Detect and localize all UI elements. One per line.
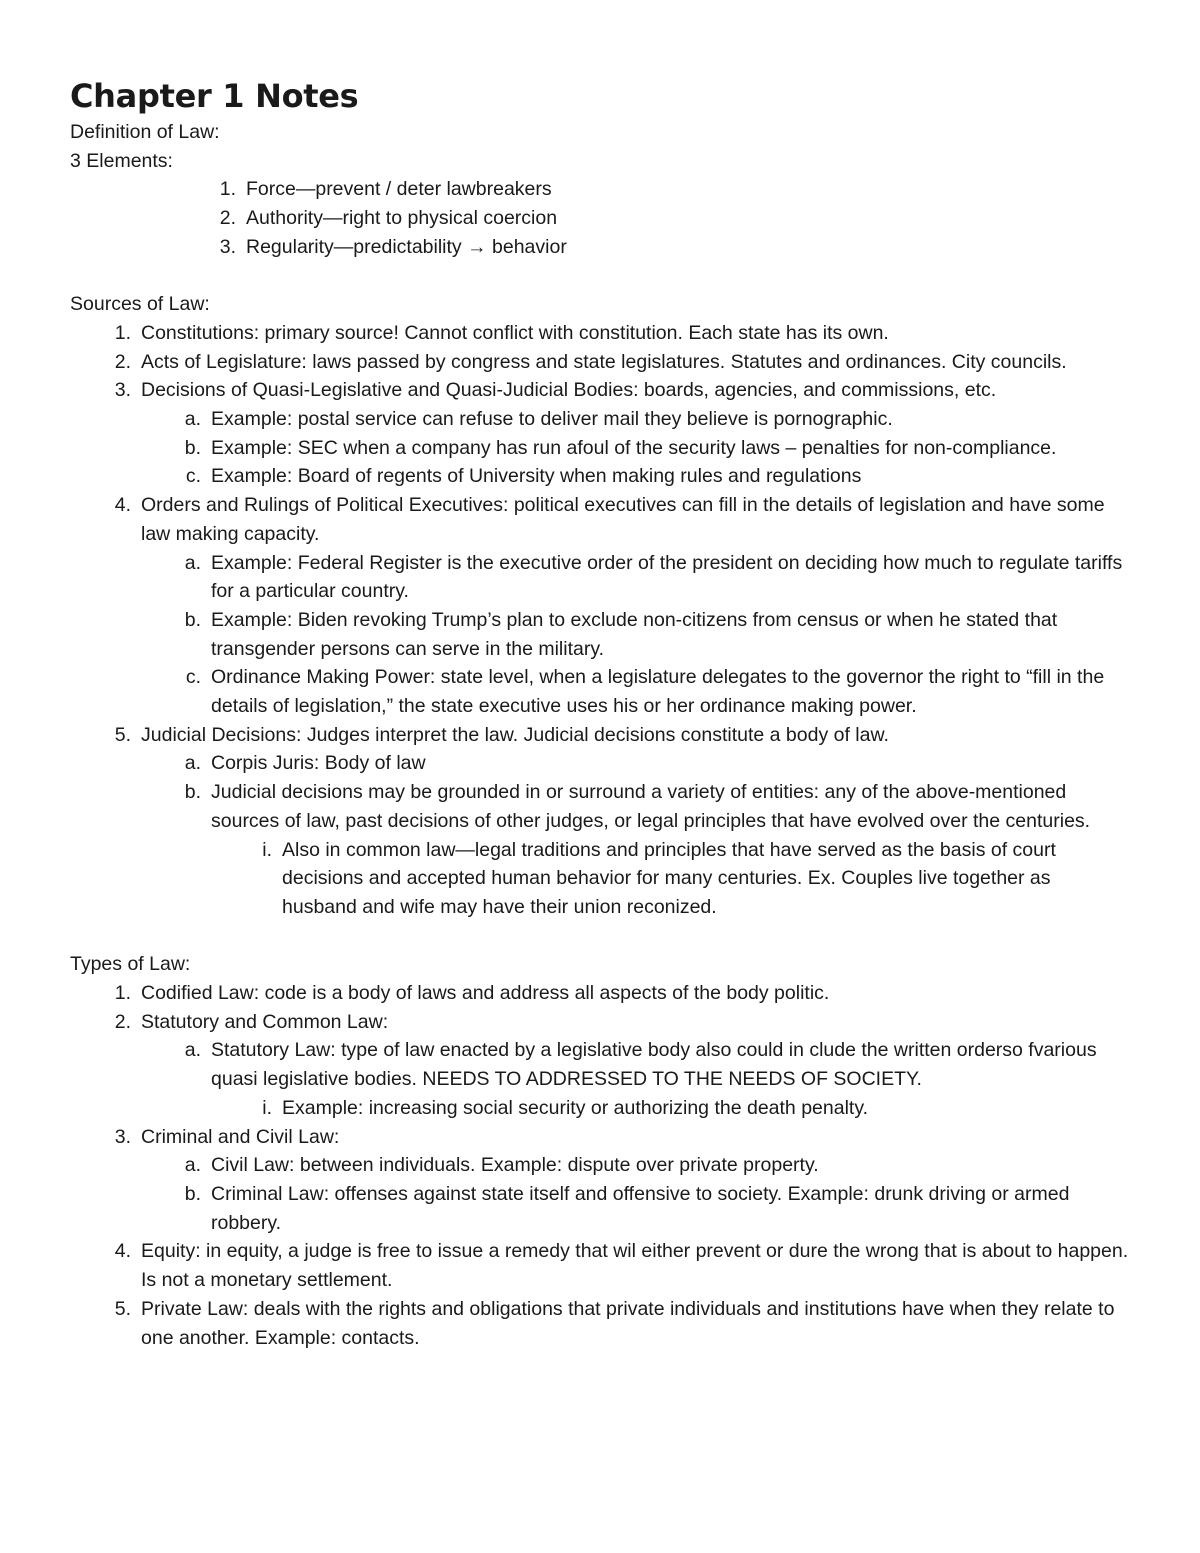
list-roman: i. [262, 1096, 272, 1119]
list-number: 5. [114, 723, 131, 746]
list-number: 3. [114, 1125, 131, 1148]
list-item [70, 1008, 1130, 1037]
list-letter: a. [184, 1039, 201, 1062]
sub-list-item [70, 549, 1130, 606]
list-letter: a. [184, 551, 201, 574]
list-number: 3. [114, 379, 131, 402]
list-text: Criminal and Civil Law: [141, 1125, 340, 1148]
list-number: 4. [114, 494, 131, 517]
list-number: 2. [114, 1010, 131, 1033]
list-number: 2. [114, 350, 131, 373]
list-letter: a. [184, 1154, 201, 1177]
sub-list-item [70, 434, 1130, 463]
list-number: 3. [219, 235, 236, 258]
list-item [70, 1237, 1130, 1294]
list-number: 1. [114, 982, 131, 1005]
sub-sub-list-item [70, 836, 1130, 922]
list-item [70, 319, 1130, 348]
sub-list-item [70, 1151, 1130, 1180]
list-number: 2. [219, 207, 236, 230]
sub-list-item [70, 1036, 1130, 1093]
list-item [70, 1295, 1130, 1352]
list-text: Equity: in equity, a judge is free to issue a remedy that wil either prevent or dure the wrong that is about to happen. Is not a monetary settlement. [141, 1240, 1129, 1292]
list-text: Orders and Rulings of Political Executives: political executives can fill in the details of legislation and have some law making capacity. [141, 494, 1105, 545]
sub-list-item [70, 778, 1130, 835]
list-text: Example: postal service can refuse to deliver mail they believe is pornographic. [211, 408, 893, 431]
sub-list-item [70, 405, 1130, 434]
list-letter: c. [185, 666, 201, 689]
list-item [70, 376, 1130, 405]
list-text: Civil Law: between individuals. Example: dispute over private property. [211, 1154, 819, 1177]
list-item [70, 175, 1130, 204]
list-letter: a. [184, 752, 201, 775]
sub-list-item [70, 606, 1130, 663]
list-text: Judicial decisions may be grounded in or surround a variety of entities: any of the above-mentioned sources of law, past decisions of other judges, or legal principles that have evolved over the centuries. [211, 781, 1091, 832]
list-number: 1. [219, 178, 236, 201]
list-text: Example: Federal Register is the executive order of the president on deciding how much to regulate tariffs for a particular country. [211, 551, 1123, 603]
list-item [70, 721, 1130, 750]
sub-list-item [70, 749, 1130, 778]
list-number: 5. [114, 1297, 131, 1320]
list-text: Private Law: deals with the rights and obligations that private individuals and institutions have when they relate to one another. Example: contacts. [141, 1297, 1115, 1349]
list-text: Decisions of Quasi-Legislative and Quasi-Judicial Bodies: boards, agencies, and commissions, etc. [141, 379, 997, 402]
list-number: 4. [114, 1240, 131, 1263]
list-text: Example: Board of regents of University when making rules and regulations [211, 465, 862, 488]
list-text: Acts of Legislature: laws passed by congress and state legislatures. Statutes and ordinances. City councils. [141, 350, 1067, 373]
notes-document [70, 76, 1130, 1352]
list-item [70, 348, 1130, 377]
sub-list-item [70, 462, 1130, 491]
list-letter: c. [185, 465, 201, 488]
list-text: Force—prevent / deter lawbreakers [246, 178, 552, 201]
list-text: Constitutions: primary source! Cannot conflict with constitution. Each state has its own. [141, 321, 889, 344]
list-text: Example: SEC when a company has run afoul of the security laws – penalties for non-compliance. [211, 436, 1057, 459]
list-item [70, 491, 1130, 548]
list-text: Criminal Law: offenses against state itself and offensive to society. Example: drunk driving or armed robbery. [211, 1182, 1070, 1234]
types-section [70, 950, 1130, 1352]
page-title: Chapter 1 Notes [70, 77, 359, 115]
list-item [70, 233, 1130, 262]
list-letter: b. [184, 436, 201, 459]
list-item [70, 204, 1130, 233]
subheading: 3 Elements: [70, 149, 173, 172]
list-letter: b. [184, 1182, 201, 1205]
list-roman: i. [262, 838, 272, 861]
list-letter: b. [184, 781, 201, 804]
list-text: Statutory and Common Law: [141, 1010, 389, 1033]
list-text: Corpis Juris: Body of law [211, 752, 426, 775]
list-item [70, 979, 1130, 1008]
list-text: Example: Biden revoking Trump’s plan to exclude non-citizens from census or when he stated that transgender persons can serve in the military. [211, 608, 1058, 660]
section-heading: Definition of Law: [70, 121, 220, 143]
list-text: Statutory Law: type of law enacted by a legislative body also could in clude the written orderso fvarious quasi legislative bodies. NEEDS TO ADDRESSED TO THE NEEDS OF SOCIETY. [211, 1039, 1097, 1091]
list-item [70, 1123, 1130, 1152]
list-text: Judicial Decisions: Judges interpret the law. Judicial decisions constitute a body of law. [141, 723, 889, 746]
list-letter: a. [184, 408, 201, 431]
list-text: Codified Law: code is a body of laws and address all aspects of the body politic. [141, 982, 830, 1005]
list-text: Example: increasing social security or authorizing the death penalty. [282, 1096, 869, 1119]
list-text: Ordinance Making Power: state level, when a legislature delegates to the governor the right to “fill in the details of legislation,” the state executive uses his or her ordinance making power. [211, 666, 1105, 718]
sub-list-item [70, 663, 1130, 720]
list-letter: b. [184, 608, 201, 631]
sub-list-item [70, 1180, 1130, 1237]
sub-sub-list-item [70, 1094, 1130, 1123]
list-text: Regularity—predictability → behavior [246, 235, 567, 258]
sources-section [70, 290, 1130, 921]
section-heading: Types of Law: [70, 953, 191, 976]
list-text: Authority—right to physical coercion [246, 207, 558, 230]
list-number: 1. [114, 321, 131, 344]
section-heading: Sources of Law: [70, 293, 210, 316]
list-text: Also in common law—legal traditions and principles that have served as the basis of court decisions and accepted human behavior for many centuries. Ex. Couples live together as husband and wife may have their union reconized. [282, 838, 1056, 918]
definition-section [70, 118, 1130, 262]
